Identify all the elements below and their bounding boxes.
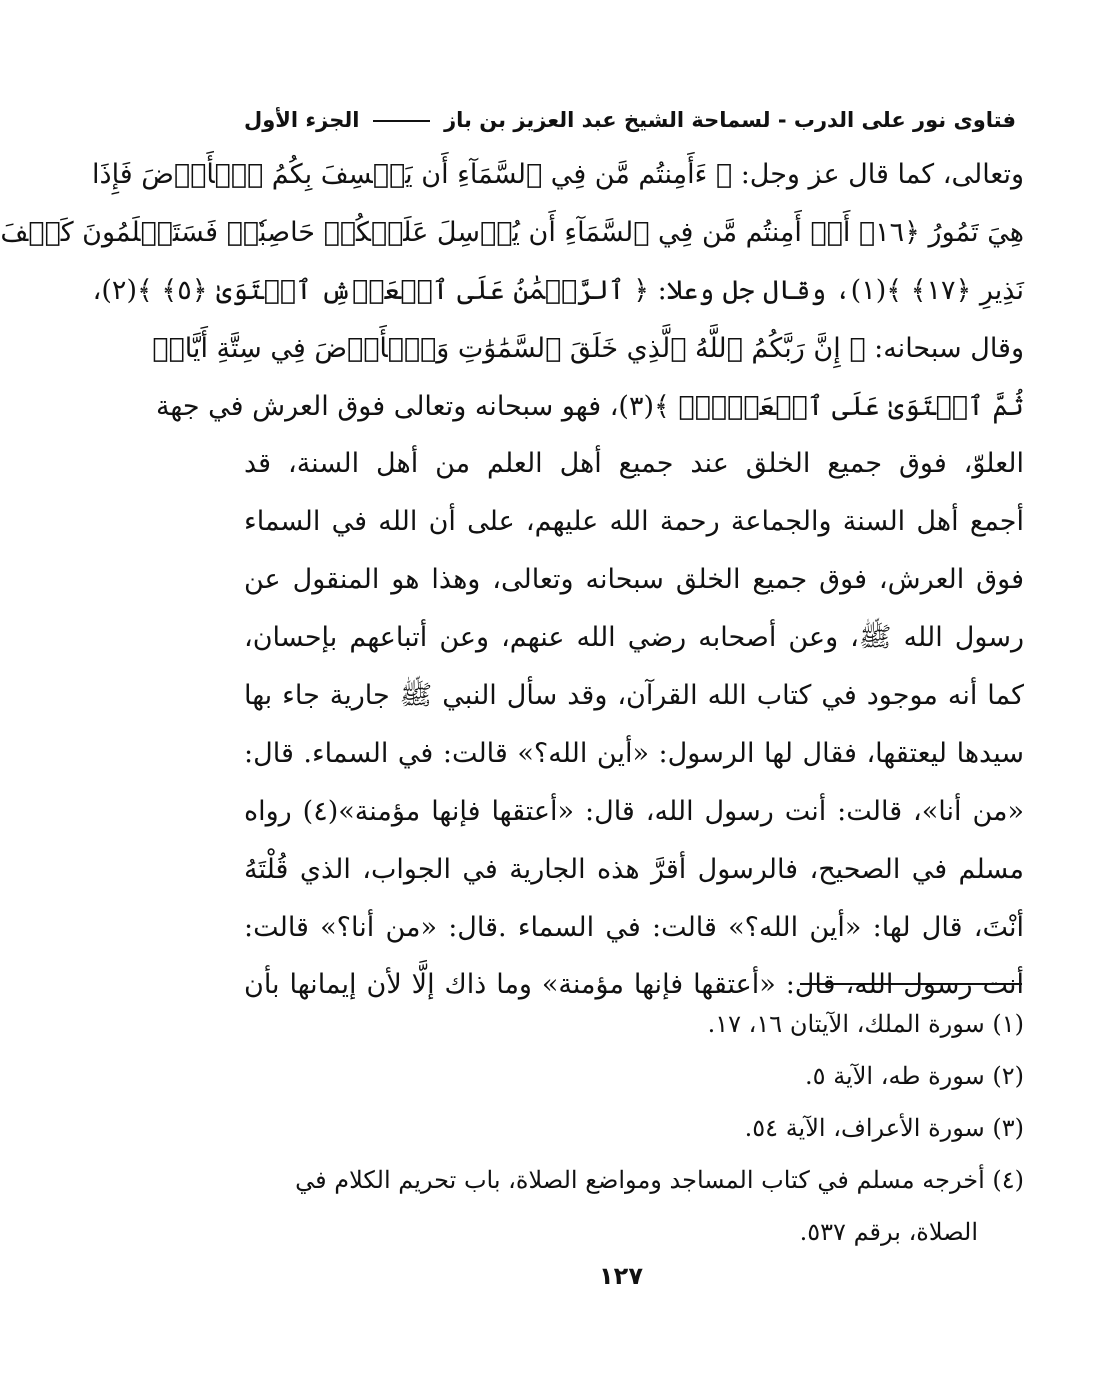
text-line: «من أنا»، قالت: أنت رسول الله، قال: «أعتقها فإنها مؤمنة»(٤) رواه (244, 795, 1024, 827)
text-line: وتعالى، كما قال عز وجل: ﴿ ءَأَمِنتُم مَّن فِي ٱلسَّمَآءِ أَن يَخۡسِفَ بِكُمُ ٱلۡأَرۡضَ فَإِذَا (92, 159, 1024, 190)
text-line: أنْتَ، قال لها: «أين الله؟» قالت: في السماء .قال: «من أنا؟» قالت: (244, 911, 1024, 943)
text-line: رسول الله ﷺ، وعن أصحابه رضي الله عنهم، وعن أتباعهم بإحسان، (244, 622, 1024, 654)
text-line: العلوّ، فوق جميع الخلق عند جميع أهل العلم من أهل السنة، قد (244, 448, 1024, 480)
page-number: ١٢٧ (599, 1262, 643, 1290)
header-rule (373, 120, 430, 122)
footnote-1: (١) سورة الملك، الآيتان ١٦، ١٧. (707, 1010, 1024, 1038)
text-line: كما أنه موجود في كتاب الله القرآن، وقد سأل النبي ﷺ جارية جاء بها (244, 680, 1024, 712)
running-header (244, 92, 1016, 132)
footnote-3: (٣) سورة الأعراف، الآية ٥٤. (744, 1114, 1024, 1142)
header-title: فتاوى نور على الدرب - لسماحة الشيخ عبد العزيز بن باز (444, 108, 1016, 132)
text-line: أجمع أهل السنة والجماعة رحمة الله عليهم، على أن الله في السماء (244, 506, 1024, 538)
text-line: فوق العرش، فوق جميع الخلق سبحانه وتعالى، وهذا هو المنقول عن (244, 564, 1024, 596)
header-volume: الجزء الأول (244, 108, 360, 132)
text-line: أنت رسول الله، قال: «أعتقها فإنها مؤمنة» وما ذاك إلَّا لأن إيمانها بأن (244, 969, 1024, 1001)
text-line: نَذِيرِ ﴿١٧﴾ ﴾(١)، وقال جل وعلا: ﴿ ٱلرَّحۡمَٰنُ عَلَى ٱلۡعَرۡشِ ٱسۡتَوَىٰ ﴿٥﴾ ﴾(٢)، (92, 274, 1024, 306)
footnote-4-continued: الصلاة، برقم ٥٣٧. (799, 1218, 978, 1246)
footnote-separator (800, 983, 1022, 985)
text-line: ثُمَّ ٱسۡتَوَىٰ عَلَى ٱلۡعَرۡشِۖ ﴾(٣)، فهو سبحانه وتعالى فوق العرش في جهة (155, 390, 1024, 422)
text-line: وقال سبحانه: ﴿ إِنَّ رَبَّكُمُ ٱللَّهُ ٱلَّذِي خَلَقَ ٱلسَّمَٰوَٰتِ وَٱلۡأَرۡضَ فِي سِتَّةِ أَيَّامٖ (152, 332, 1024, 364)
footnote-4: (٤) أخرجه مسلم في كتاب المساجد ومواضع الصلاة، باب تحريم الكلام في (295, 1166, 1024, 1194)
footnotes (244, 998, 1024, 1258)
text-line: هِيَ تَمُورُ ﴿١٦﴾ أَمۡ أَمِنتُم مَّن فِي ٱلسَّمَآءِ أَن يُرۡسِلَ عَلَيۡكُمۡ حَاصِبٗاۖ فَسَتَعۡلَمُونَ كَيۡفَ (0, 216, 1024, 248)
text-line: سيدها ليعتقها، فقال لها الرسول: «أين الله؟» قالت: في السماء. قال: (244, 737, 1024, 769)
footnote-2: (٢) سورة طه، الآية ٥. (805, 1062, 1024, 1090)
main-text (0, 146, 1024, 1014)
text-line: مسلم في الصحيح، فالرسول أقرَّ هذه الجارية في الجواب، الذي قُلْتَهُ (244, 853, 1024, 885)
